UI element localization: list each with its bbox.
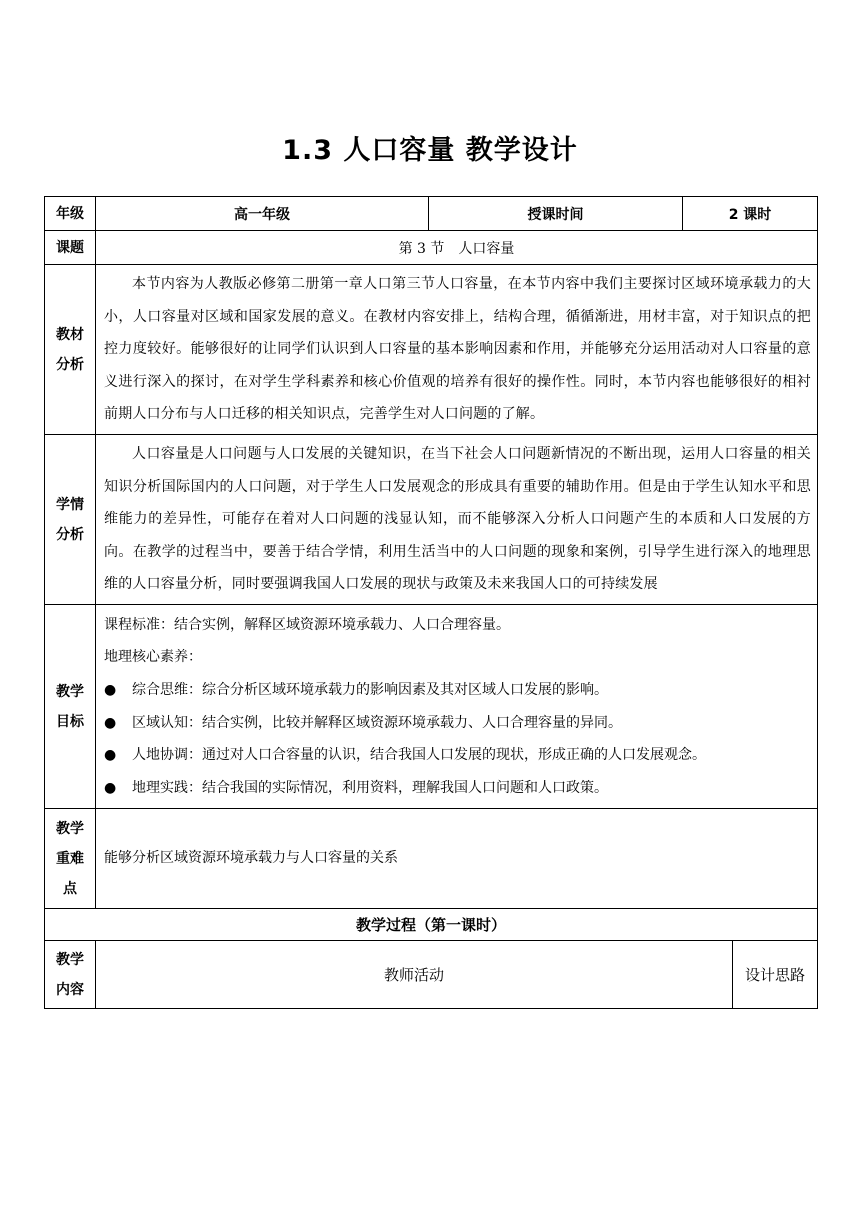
topic-label: 课题 [45,231,96,265]
process-heading-row [45,909,818,941]
grade-row [45,197,818,231]
process-heading: 教学过程（第一课时） [45,909,818,941]
student-analysis-text: 人口容量是人口问题与人口发展的关键知识，在当下社会人口问题新情况的不断出现，运用人口容量的相关知识分析国际国内的人口问题，对于学生人口发展观念的形成具有重要的辅助作用。但是由于学生认知水平和思维能力的差异性，可能存在着对人口问题的浅显认知，而不能够深入分析人口问题产生的本质和人口发展的方向。在教学的过程当中，要善于结合学情，利用生活当中的人口问题的现象和案例，引导学生进行深入的地理思维的人口容量分析，同时要强调我国人口发展的现状与政策及未来我国人口的可持续发展 [104,446,811,593]
bullet-icon: ● [104,779,117,796]
textbook-analysis-label: 教材 分析 [45,265,96,435]
bullet-icon: ● [104,747,117,764]
time-label: 授课时间 [429,197,683,231]
list-item: ● 区域认知：结合实例，比较并解释区域资源环境承载力、人口合理容量的异同。 [96,707,817,740]
bullet-icon: ● [104,681,117,698]
design-idea-header: 设计思路 [733,941,818,1009]
content-label: 教学 内容 [45,941,96,1009]
textbook-analysis-content [96,265,818,435]
teaching-goals-row [45,605,818,809]
teaching-goals-label: 教学 目标 [45,605,96,809]
textbook-analysis-text: 本节内容为人教版必修第二册第一章人口第三节人口容量，在本节内容中我们主要探讨区域环境承载力的大小，人口容量对区域和国家发展的意义。在教材内容安排上，结构合理，循循渐进，用材丰富，对于知识点的把控力度较好。能够很好的让同学们认识到人口容量的基本影响因素和作用，并能够充分运用活动对人口容量的意义进行深入的探讨，在对学生学科素养和核心价值观的培养有很好的操作性。同时，本节内容也能够很好的相衬前期人口分布与人口迁移的相关知识点，完善学生对人口问题的了解。 [104,276,811,423]
topic-row [45,231,818,265]
grade-label: 年级 [45,197,96,231]
key-points-row [45,809,818,909]
bullet-icon: ● [104,714,117,731]
student-analysis-row [45,435,818,605]
topic-value: 第 3 节 人口容量 [96,231,818,265]
page-title: 1.3 人口容量 教学设计 [282,135,578,166]
textbook-analysis-row [45,265,818,435]
list-item: ● 综合思维：综合分析区域环境承载力的影响因素及其对区域人口发展的影响。 [96,674,817,707]
student-analysis-label: 学情 分析 [45,435,96,605]
lesson-plan-table [44,196,818,1009]
time-value: 2 课时 [683,197,818,231]
list-item: ● 地理实践：结合我国的实际情况，利用资料，理解我国人口问题和人口政策。 [96,772,817,805]
list-item: ● 人地协调：通过对人口合容量的认识，结合我国人口发展的现状，形成正确的人口发展观念。 [96,739,817,772]
process-columns-row [45,941,818,1009]
teacher-activity-header: 教师活动 [96,941,733,1009]
teaching-goals-content [96,605,818,809]
grade-value: 高一年级 [96,197,429,231]
curriculum-standard: 课程标准：结合实例，解释区域资源环境承载力、人口合理容量。 [104,616,510,633]
key-points-content [96,809,818,909]
core-literacy-title: 地理核心素养： [104,649,202,666]
student-analysis-content [96,435,818,605]
key-points-text: 能够分析区域资源环境承载力与人口容量的关系 [104,850,398,867]
key-points-label: 教学 重难 点 [45,809,96,909]
